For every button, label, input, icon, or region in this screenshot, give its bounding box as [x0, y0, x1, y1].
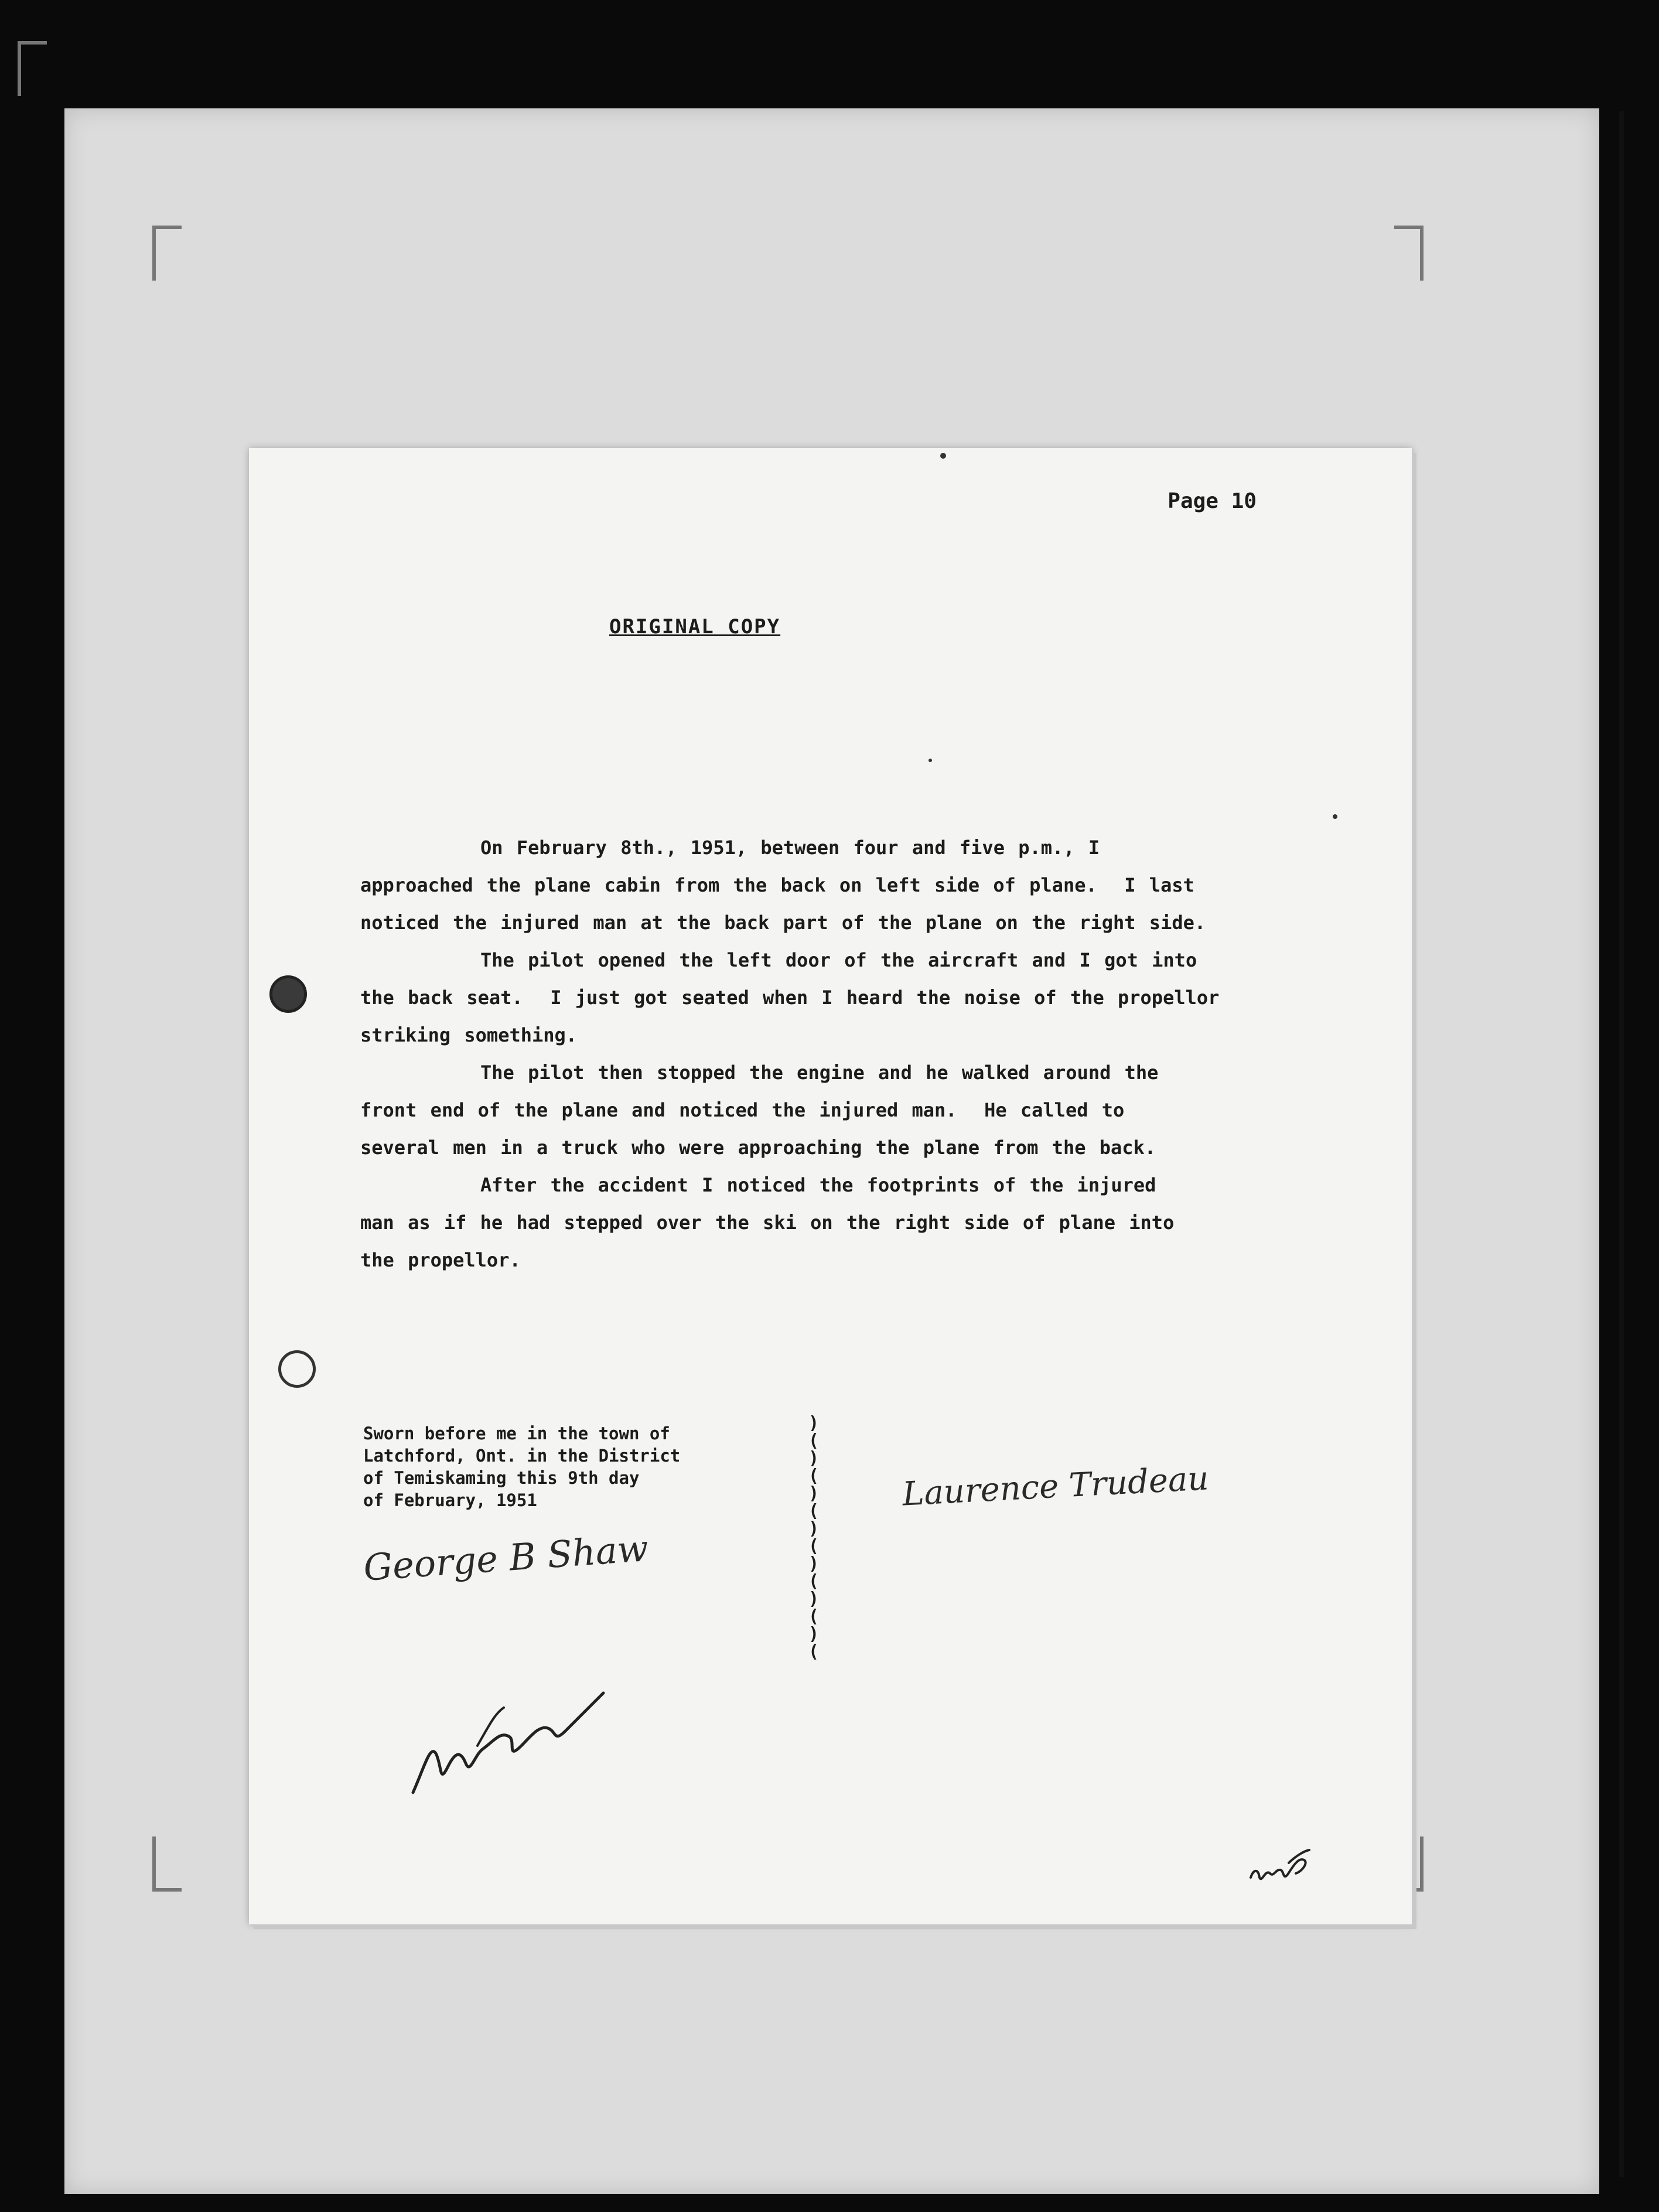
statement-line: After the accident I noticed the footprints of the injured — [480, 1174, 1156, 1196]
frame-corner-mark — [18, 41, 47, 96]
punch-hole-top — [269, 975, 307, 1013]
statement-line: the propellor. — [360, 1249, 521, 1271]
brace-mark: ) — [808, 1413, 820, 1433]
statement-line: several men in a truck who were approaching the plane from the back. — [360, 1136, 1156, 1159]
brace-mark: ) — [808, 1518, 820, 1539]
crop-mark-top-right — [1394, 226, 1424, 281]
statement-line: On February 8th., 1951, between four and five p.m., I — [480, 837, 1100, 859]
brace-mark: ( — [808, 1431, 820, 1451]
brace-mark: ( — [808, 1466, 820, 1486]
jurat-brace — [808, 1415, 820, 1661]
stray-mark — [1333, 814, 1337, 819]
crop-mark-bottom-left — [152, 1836, 182, 1892]
brace-mark: ) — [808, 1589, 820, 1609]
brace-mark: ) — [808, 1483, 820, 1504]
statement-line: The pilot then stopped the engine and he walked around the — [480, 1061, 1159, 1084]
deponent-signature: Laurence Trudeau — [901, 1459, 1210, 1514]
jurat-line: of Temiskaming this 9th day — [363, 1468, 640, 1488]
statement-line: the back seat. I just got seated when I heard the noise of the propellor — [360, 986, 1220, 1009]
brace-mark: ( — [808, 1536, 820, 1556]
brace-mark: ) — [808, 1624, 820, 1644]
stray-mark — [940, 453, 946, 459]
handwritten-initials — [1248, 1845, 1312, 1889]
document-title: ORIGINAL COPY — [609, 615, 781, 639]
brace-mark: ( — [808, 1606, 820, 1627]
page-number: Page 10 — [1168, 489, 1257, 513]
statement-line: noticed the injured man at the back part of the plane on the right side. — [360, 912, 1206, 934]
statement-line: approached the plane cabin from the back on left side of plane. I last — [360, 874, 1194, 896]
statement-line: man as if he had stepped over the ski on the right side of plane into — [360, 1211, 1175, 1234]
handwritten-scrawl-signature — [407, 1667, 606, 1801]
statement-body — [360, 829, 1356, 1279]
brace-mark: ( — [808, 1571, 820, 1592]
brace-mark: ) — [808, 1448, 820, 1469]
frame-edge — [1619, 111, 1624, 2177]
jurat-block — [363, 1422, 680, 1511]
brace-mark: ( — [808, 1641, 820, 1662]
crop-mark-top-left — [152, 226, 182, 281]
statement-line: striking something. — [360, 1024, 578, 1046]
stray-mark — [929, 759, 932, 762]
punch-hole-bottom — [278, 1350, 316, 1388]
statement-line: The pilot opened the left door of the aircraft and I got into — [480, 949, 1197, 971]
brace-mark: ( — [808, 1501, 820, 1521]
jurat-line: of February, 1951 — [363, 1490, 537, 1510]
brace-mark: ) — [808, 1554, 820, 1574]
document-page — [249, 448, 1412, 1924]
commissioner-signature: George B Shaw — [362, 1527, 650, 1589]
jurat-line: Sworn before me in the town of — [363, 1424, 670, 1443]
statement-line: front end of the plane and noticed the injured man. He called to — [360, 1099, 1125, 1121]
jurat-line: Latchford, Ont. in the District — [363, 1446, 681, 1466]
